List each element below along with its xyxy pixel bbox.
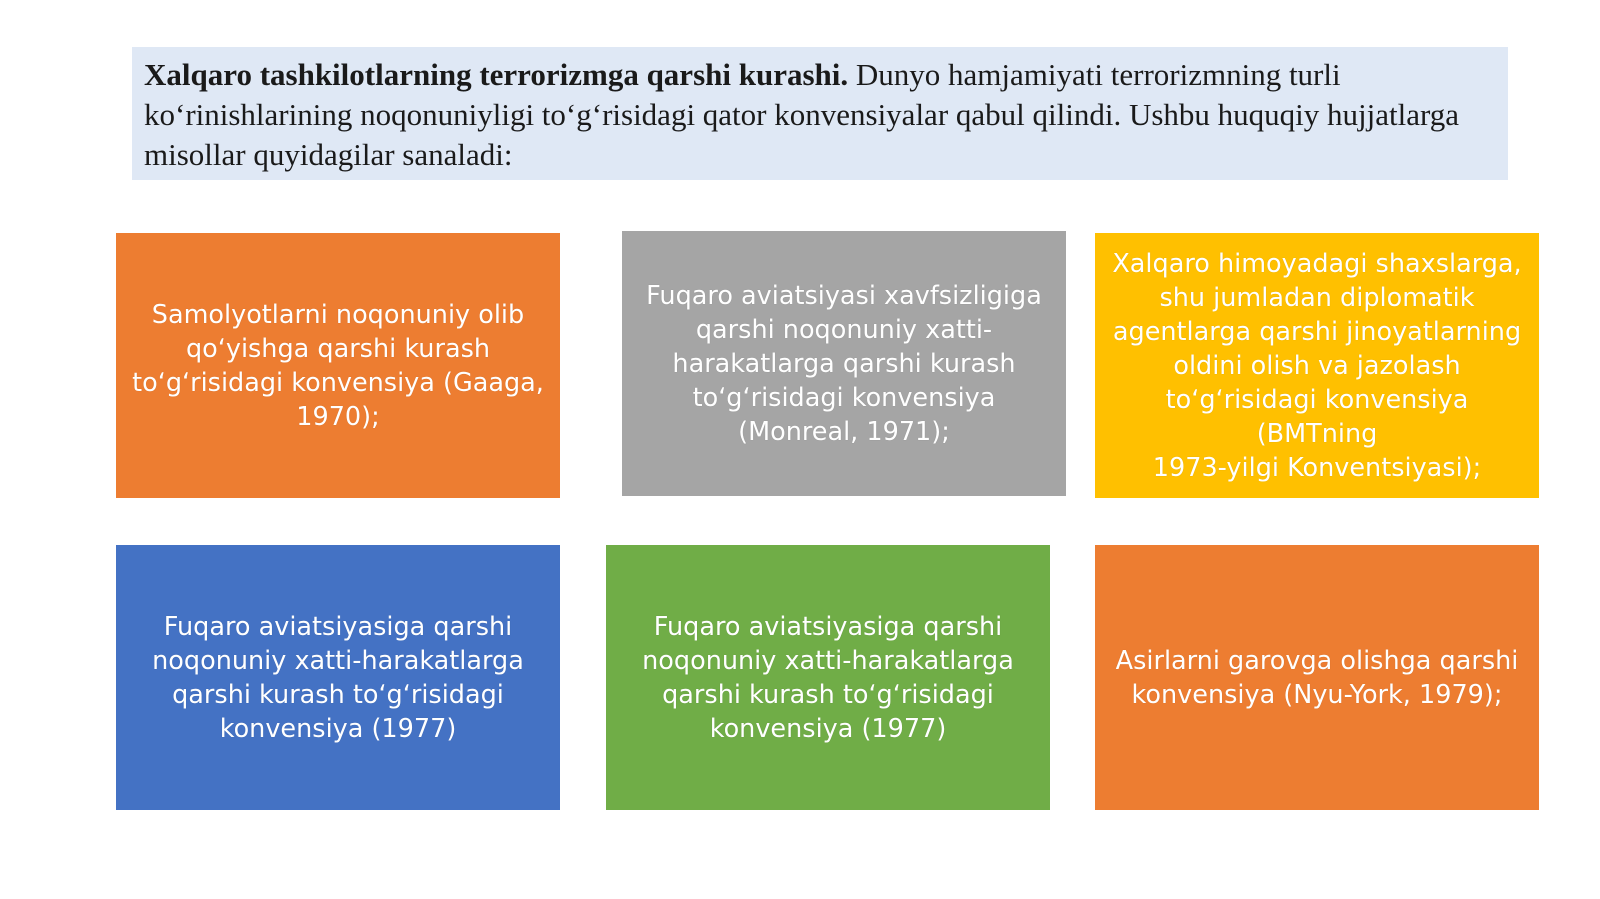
convention-box-un-1973 (1095, 233, 1539, 498)
intro-paragraph (132, 47, 1508, 180)
convention-box-montreal-1971 (622, 231, 1066, 496)
convention-text: Fuqaro aviatsiyasiga qarshi noqonuniy xatti-harakatlarga qarshi kurash toʻgʻrisidagi konvensiya (1977) (152, 611, 524, 744)
convention-text: Xalqaro himoyadagi shaxslarga, shu jumladan diplomatik agentlarga qarshi jinoyatlarning oldini olish va jazolash toʻgʻrisidagi konvensiya (BMTning 1973-yilgi Konventsiyasi); (1112, 248, 1522, 483)
convention-text: Fuqaro aviatsiyasiga qarshi noqonuniy xatti-harakatlarga qarshi kurash toʻgʻrisidagi konvensiya (1977) (642, 611, 1014, 744)
convention-box-1977-blue (116, 545, 560, 810)
convention-text: Samolyotlarni noqonuniy olib qoʻyishga qarshi kurash toʻgʻrisidagi konvensiya (Gaaga, 1970); (132, 299, 544, 432)
convention-text: Fuqaro aviatsiyasi xavfsizligiga qarshi noqonuniy xatti- harakatlarga qarshi kurash toʻgʻrisidagi konvensiya (Monreal, 1971); (646, 280, 1042, 447)
convention-text: Asirlarni garovga olishga qarshi konvensiya (Nyu-York, 1979); (1115, 645, 1519, 710)
convention-box-1977-green (606, 545, 1050, 810)
intro-heading: Xalqaro tashkilotlarning terrorizmga qarshi kurashi. (144, 57, 849, 92)
convention-box-hague-1970 (116, 233, 560, 498)
intro-text: Dunyo hamjamiyati terrorizmning turli ko‘rinishlarining noqonuniyligi to‘g‘risidagi qator konvensiyalar qabul qilindi. Ushbu huquqiy hujjatlarga misollar quyidagilar sanaladi: (144, 57, 1460, 172)
convention-box-new-york-1979 (1095, 545, 1539, 810)
